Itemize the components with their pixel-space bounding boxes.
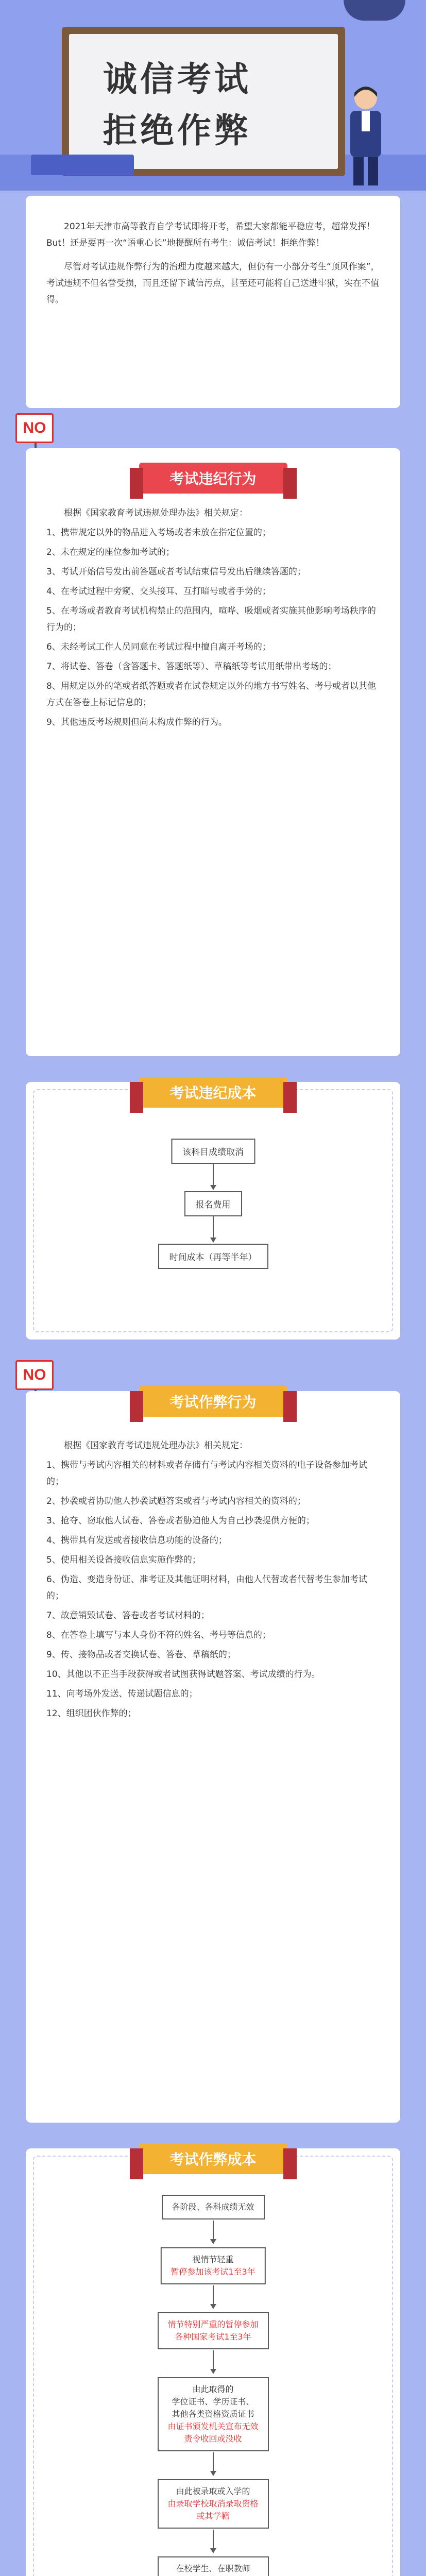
violation-card [26, 448, 400, 1056]
cheating-cost-line: 由录取学校取消录取资格 [167, 2499, 259, 2509]
flow-arrow [213, 2530, 214, 2552]
cheating-cost-ribbon: 考试作弊成本 [139, 2143, 287, 2174]
cheating-cost-line: 各阶段、各科成绩无效 [172, 2202, 254, 2212]
violation-item: 3、考试开始信号发出前答题或者考试结束信号发出后继续答题的； [46, 567, 306, 577]
cheating-item: 10、其他以不正当手段获得或者试图获得试题答案、考试成绩的行为。 [46, 1669, 320, 1680]
intro-paragraph-1: 2021年天津市高等教育自学考试即将开考，希望大家都能平稳应考，超常发挥！But！还是要再一次“语重心长”地提醒所有考生：诚信考试！拒绝作弊！ [46, 222, 376, 248]
cheating-cost-line: 由证书颁发机关宣布无效 [167, 2421, 259, 2431]
violation-cost-card [26, 1082, 400, 1340]
cheating-cost-step [160, 2247, 265, 2284]
flow-arrow [213, 2285, 214, 2308]
cheating-ribbon: 考试作弊行为 [139, 1386, 287, 1417]
violation-item: 9、其他违反考场规则但尚未构成作弊的行为。 [46, 717, 227, 727]
flow-step-3: 时间成本（再等半年） [158, 1244, 268, 1269]
violation-lead: 根据《国家教育考试违规处理办法》相关规定： [64, 508, 248, 518]
violation-ribbon: 考试违纪行为 [139, 463, 287, 494]
cheating-cost-line: 责令收回或没收 [184, 2434, 242, 2444]
hero-banner [0, 0, 426, 191]
flow-arrow-1 [213, 1163, 214, 1189]
cheating-cost-line: 视情节轻重 [192, 2255, 234, 2264]
cheating-item: 4、携带具有发送或者接收信息功能的设备的； [46, 1535, 227, 1546]
cheating-item: 8、在答卷上填写与本人身份不符的姓名、考号等信息的； [46, 1630, 271, 1640]
cheating-cost-step [161, 2195, 264, 2219]
cheating-cost-step [157, 2556, 268, 2576]
flow-arrow-2 [213, 1216, 214, 1242]
cheating-item: 2、抄袭或者协助他人抄袭试题答案或者与考试内容相关的资料的； [46, 1496, 306, 1506]
cheating-card [26, 1391, 400, 2123]
cheating-cost-card [26, 2148, 400, 2576]
cheating-cost-line: 情节特别严重的暂停参加 [167, 2319, 259, 2329]
violation-item: 7、将试卷、答卷（含答题卡、答题纸等）、草稿纸等考试用纸带出考场的； [46, 662, 337, 672]
no-sign-icon: NO [15, 1360, 54, 1390]
cheating-cost-line: 由此被录取或入学的 [176, 2486, 250, 2496]
cheating-cost-line: 或其学籍 [196, 2511, 230, 2521]
violation-list [46, 524, 380, 731]
cheating-item: 6、伪造、变造身份证、准考证及其他证明材料，由他人代替或者代替考生参加考试的； [46, 1574, 367, 1601]
cheating-cost-line: 在校学生、在职教师 [176, 2564, 250, 2573]
cheating-cost-line: 暂停参加该考试1至3年 [171, 2267, 255, 2277]
intro-card [26, 196, 400, 408]
cheating-item: 11、向考场外发送、传递试题信息的； [46, 1689, 198, 1699]
cheating-item: 3、抢夺、窃取他人试卷、答卷或者胁迫他人为自己抄袭提供方便的； [46, 1516, 315, 1526]
cheating-cost-step [157, 2312, 268, 2349]
flow-arrow [213, 2221, 214, 2243]
flow-step-1: 该科目成绩取消 [171, 1139, 255, 1164]
intro-paragraph-2: 尽管对考试违规作弊行为的治理力度越来越大，但仍有一小部分考生“顶风作案”，考试违规不但名誉受损，而且还留下诚信污点，甚至还可能将自己送进牢狱，实在不值得。 [46, 262, 380, 305]
hero-title-line2: 拒绝作弊 [103, 111, 251, 150]
violation-item: 8、用规定以外的笔或者纸答题或者在试卷规定以外的地方书写姓名、考号或者以其他方式在答卷上标记信息的； [46, 681, 376, 708]
no-sign-icon: NO [15, 413, 54, 443]
violation-item: 1、携带规定以外的物品进入考场或者未放在指定位置的； [46, 528, 271, 538]
cheating-list [46, 1457, 380, 1722]
violation-item: 2、未在规定的座位参加考试的； [46, 547, 175, 557]
cheating-item: 1、携带与考试内容相关的材料或者存储有与考试内容相关资料的电子设备参加考试的； [46, 1460, 367, 1487]
desk-decoration [31, 155, 134, 175]
violation-item: 6、未经考试工作人员同意在考试过程中擅自离开考场的； [46, 642, 271, 652]
cheating-item: 5、使用相关设备接收信息实施作弊的； [46, 1555, 201, 1565]
cheating-cost-line: 由此取得的 [192, 2384, 234, 2394]
flow-arrow [213, 2350, 214, 2373]
violation-item: 4、在考试过程中旁窥、交头接耳、互打暗号或者手势的； [46, 586, 271, 597]
violation-cost-ribbon: 考试违纪成本 [139, 1077, 287, 1108]
cheating-cost-line: 其他各类资格资质证书 [172, 2409, 254, 2419]
flow-step-2: 报名费用 [184, 1191, 242, 1216]
teacher-illustration [335, 82, 397, 185]
cheating-lead: 根据《国家教育考试违规处理办法》相关规定： [64, 1440, 248, 1451]
hero-title-line1: 诚信考试 [103, 59, 251, 99]
lamp-decoration [344, 0, 405, 21]
cheating-item: 12、组织团伙作弊的； [46, 1708, 137, 1719]
cheating-cost-step [157, 2479, 268, 2529]
cheating-item: 9、传、接物品或者交换试卷、答卷、草稿纸的； [46, 1650, 236, 1660]
cheating-cost-line: 学位证书、学历证书、 [172, 2397, 254, 2406]
flow-arrow [213, 2452, 214, 2475]
violation-item: 5、在考场或者教育考试机构禁止的范围内，喧哗、吸烟或者实施其他影响考场秩序的行为的； [46, 606, 376, 633]
cheating-item: 7、故意销毁试卷、答卷或者考试材料的； [46, 1611, 210, 1621]
cheating-cost-step [157, 2377, 268, 2451]
cheating-cost-line: 各种国家考试1至3年 [175, 2332, 251, 2342]
